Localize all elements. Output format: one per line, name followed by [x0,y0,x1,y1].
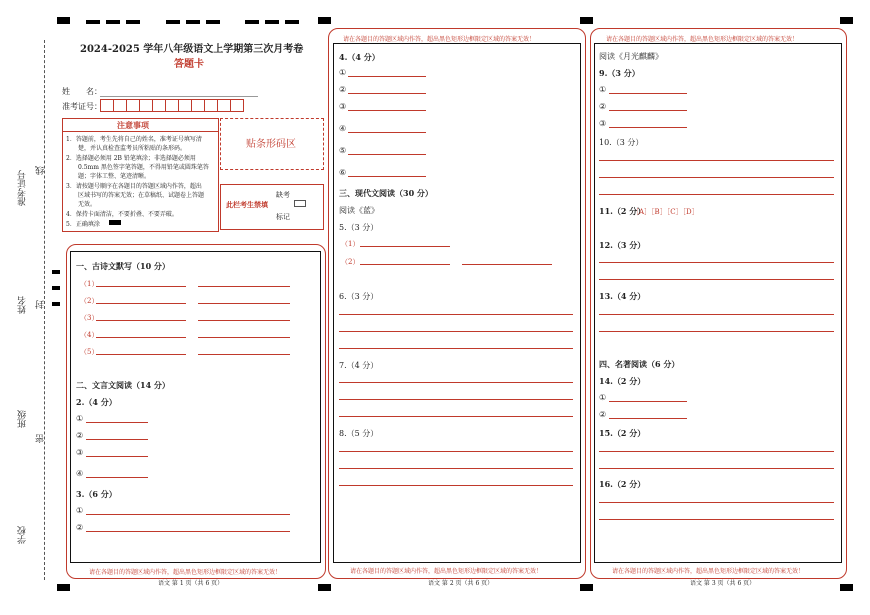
q11-options[interactable]: ［A］［B］［C］［D］ [632,208,699,216]
alignment-mark [580,584,593,591]
warning-text: 请在各题目的答题区域内作答，超出黑色矩形边框限定区域的答案无效！ [350,568,543,575]
q15-title: 15.（2 分） [599,428,646,438]
q5-item: （2） [341,258,360,266]
answer-line[interactable] [599,160,834,161]
notice-item: 1．答题前，考生先将自己的姓名，准考证号填写清 [66,136,202,143]
q6-title: 6.（3 分） [339,292,379,301]
section-3-title: 三、现代文阅读（30 分） [339,188,433,198]
barcode-label: 贴条形码区 [246,139,296,150]
name-field[interactable] [100,96,258,97]
answer-line[interactable] [86,439,148,440]
answer-line[interactable] [348,93,426,94]
alignment-mark [52,286,60,290]
answer-line[interactable] [339,399,573,400]
q4-item: ⑥ [339,168,347,177]
q1-item: （4） [80,331,99,339]
q5-item: （1） [341,240,360,248]
answer-line[interactable] [198,337,290,338]
notice-item: 区域书写的答案无效；在草稿纸、试题卷上答题 [78,192,205,199]
answer-line[interactable] [599,279,834,280]
q4-item: ④ [339,124,347,133]
q2-title: 2.（4 分） [76,397,117,407]
answer-line[interactable] [96,320,186,321]
absent-label-1: 缺考 [276,191,290,199]
alignment-mark [86,20,100,24]
q4-item: ① [339,68,347,77]
q8-title: 8.（5 分） [339,429,379,438]
q9-item: ③ [599,119,607,128]
binding-name: 姓名 [18,296,28,314]
answer-line[interactable] [599,262,834,263]
q3-item: ① [76,506,84,515]
notice-item: 题；字体工整、笔迹清晰。 [78,173,151,180]
answer-line[interactable] [462,264,552,265]
alignment-mark [186,20,200,24]
q10-title: 10.（3 分） [599,138,644,147]
binding-school: 学校 [18,526,28,544]
answer-line[interactable] [339,416,573,417]
q4-item: ③ [339,102,347,111]
answer-line[interactable] [348,110,426,111]
warning-text: 请在各题目的答题区域内作答，超出黑色矩形边框限定区域的答案无效！ [343,36,536,43]
notice-item: 无效。 [78,201,97,208]
answer-line[interactable] [96,354,186,355]
alignment-mark [166,20,180,24]
alignment-mark [285,20,299,24]
q4-item: ② [339,85,347,94]
answer-line[interactable] [609,93,687,94]
answer-line[interactable] [198,303,290,304]
answer-line[interactable] [360,264,450,265]
answer-line[interactable] [86,531,290,532]
answer-line[interactable] [599,451,834,452]
alignment-mark [57,17,70,24]
answer-line[interactable] [599,519,834,520]
name-label: 姓 名： [62,87,102,96]
alignment-mark [840,17,853,24]
section-4-title: 四、名著阅读（6 分） [599,359,680,369]
q2-item: ② [76,431,84,440]
alignment-mark [318,17,331,24]
fill-sample [109,220,121,225]
section-1-title: 一、古诗文默写（10 分） [76,261,170,271]
q9-item: ② [599,102,607,111]
q14-item: ② [599,410,607,419]
answer-line[interactable] [348,154,426,155]
alignment-mark [318,584,331,591]
answer-line[interactable] [339,331,573,332]
q4-title: 4.（4 分） [339,52,380,62]
answer-line[interactable] [86,456,148,457]
q9-title: 9.（3 分） [599,68,640,78]
binding-line [44,40,45,580]
alignment-mark [840,584,853,591]
answer-line[interactable] [339,348,573,349]
alignment-mark [126,20,140,24]
q14-title: 14.（2 分） [599,376,646,386]
absent-checkbox[interactable] [294,200,306,207]
alignment-mark [52,270,60,274]
reading-title: 阅读《蓝》 [339,206,379,215]
answer-line[interactable] [96,337,186,338]
answer-line[interactable] [599,468,834,469]
q3-title: 3.（6 分） [76,489,117,499]
answer-line[interactable] [198,320,290,321]
warning-text: 请在各题目的答题区域内作答，超出黑色矩形边框限定区域的答案无效！ [606,36,799,43]
binding-line-label: 线 [36,166,46,175]
answer-line[interactable] [339,451,573,452]
notice-item: 0.5mm 黑色签字笔答题，不得用铅笔或圆珠笔答 [78,164,209,171]
answer-line[interactable] [339,485,573,486]
answer-line[interactable] [360,246,450,247]
answer-line[interactable] [609,418,687,419]
q4-item: ⑤ [339,146,347,155]
q12-title: 12.（3 分） [599,240,646,250]
alignment-mark [265,20,279,24]
binding-exam-no: 准考证号 [18,170,28,206]
q1-item: （1） [80,280,99,288]
q2-item: ④ [76,469,84,478]
q1-item: （3） [80,314,99,322]
notice-item: 4．保持卡面清洁，不要折叠、不要弄破。 [66,211,178,218]
q2-item: ③ [76,448,84,457]
page-footer: 语文 第 3 页（共 6 页） [690,580,756,587]
absent-forbidden: 此栏考生禁填 [226,200,268,209]
answer-line[interactable] [339,314,573,315]
answer-line[interactable] [198,354,290,355]
alignment-mark [245,20,259,24]
section-2-title: 二、文言文阅读（14 分） [76,380,170,390]
answer-line[interactable] [348,132,426,133]
answer-line[interactable] [599,177,834,178]
absent-label-2: 标记 [276,213,290,221]
q5-title: 5.（3 分） [339,223,379,232]
q14-item: ① [599,393,607,402]
answer-line[interactable] [339,468,573,469]
page-title: 2024-2025 学年八年级语文上学期第三次月考卷 [80,44,304,55]
binding-secret-label: 密 [36,434,46,443]
notice-item: 5．正确填涂 [66,221,100,228]
answer-line[interactable] [86,422,148,423]
alignment-mark [52,302,60,306]
page-subtitle: 答题卡 [174,59,204,70]
reading-title: 阅读《月光麒麟》 [599,52,663,61]
q9-item: ① [599,85,607,94]
alignment-mark [206,20,220,24]
exam-no-grid[interactable] [100,99,243,112]
answer-line[interactable] [599,502,834,503]
answer-line[interactable] [96,286,186,287]
q7-title: 7.（4 分） [339,361,379,370]
answer-line[interactable] [198,286,290,287]
notice-item: 3．请按题号顺序在各题目的答题区域内作答，超出 [66,183,202,190]
exam-no-label: 准考证号： [62,102,102,111]
q11-title: 11.（2 分） [599,206,646,216]
alignment-mark [106,20,120,24]
answer-line[interactable] [339,382,573,383]
answer-line[interactable] [609,110,687,111]
answer-line[interactable] [599,331,834,332]
binding-class: 班级 [18,410,28,428]
page-footer: 语文 第 1 页（共 6 页） [158,580,224,587]
alignment-mark [57,584,70,591]
answer-line[interactable] [609,401,687,402]
q16-title: 16.（2 分） [599,479,646,489]
q1-item: （5） [80,348,99,356]
answer-line[interactable] [96,303,186,304]
answer-line[interactable] [599,314,834,315]
q3-item: ② [76,523,84,532]
answer-line[interactable] [348,76,426,77]
answer-line[interactable] [86,514,290,515]
warning-text: 请在各题目的答题区域内作答，超出黑色矩形边框限定区域的答案无效！ [89,569,282,576]
q2-item: ① [76,414,84,423]
notice-item: 楚，并认真检查监考员所粘贴的条形码。 [78,145,187,152]
alignment-mark [580,17,593,24]
q13-title: 13.（4 分） [599,291,646,301]
answer-line[interactable] [86,477,148,478]
notice-title-divider [62,131,218,132]
warning-text: 请在各题目的答题区域内作答，超出黑色矩形边框限定区域的答案无效！ [612,568,805,575]
page-footer: 语文 第 2 页（共 6 页） [428,580,494,587]
notice-item: 2．选择题必须用 2B 铅笔填涂；非选择题必须用 [66,155,196,162]
q1-item: （2） [80,297,99,305]
answer-line[interactable] [609,127,687,128]
notice-title: 注意事项 [117,120,149,130]
binding-seal-label: 封 [36,300,46,309]
answer-line[interactable] [599,194,834,195]
answer-line[interactable] [348,176,426,177]
